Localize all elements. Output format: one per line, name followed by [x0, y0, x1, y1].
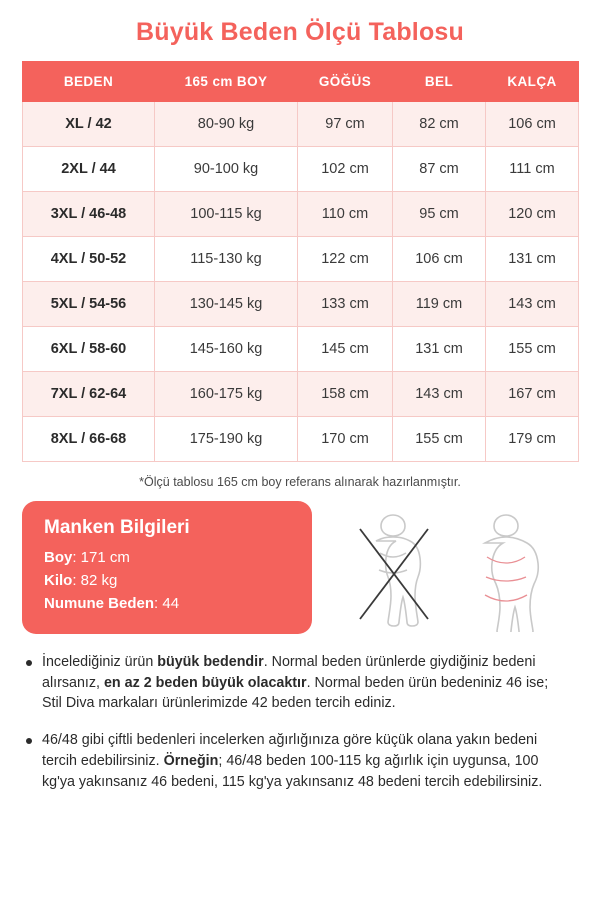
cell-boy: 100-115 kg — [155, 192, 298, 237]
cell-kalca: 106 cm — [486, 102, 579, 147]
cell-gogus: 145 cm — [298, 327, 393, 372]
notes-list — [22, 652, 578, 792]
note-segment: 46/48 gibi çiftli bedenleri incelerken ağırlığınıza göre küçük olana yakın bedeni tercih edebilirsiniz. — [42, 732, 538, 769]
column-header-beden: BEDEN — [23, 62, 155, 102]
size-table — [22, 61, 579, 462]
cell-kalca: 120 cm — [486, 192, 579, 237]
cell-boy: 160-175 kg — [155, 372, 298, 417]
table-row — [23, 192, 579, 237]
cell-bel: 131 cm — [393, 327, 486, 372]
model-sample-size-value: : 44 — [154, 595, 180, 612]
model-height-label: Boy — [44, 549, 73, 566]
cell-bel: 143 cm — [393, 372, 486, 417]
model-weight-label: Kilo — [44, 572, 73, 589]
cell-gogus: 158 cm — [298, 372, 393, 417]
curvy-body-figure-measured — [459, 507, 554, 632]
note-text-1 — [42, 652, 572, 714]
cell-boy: 80-90 kg — [155, 102, 298, 147]
cell-bel: 119 cm — [393, 282, 486, 327]
table-header-row — [23, 62, 579, 102]
cell-boy: 130-145 kg — [155, 282, 298, 327]
cell-beden: 7XL / 62-64 — [23, 372, 155, 417]
model-weight-line — [44, 572, 294, 589]
table-footnote: *Ölçü tablosu 165 cm boy referans alınarak hazırlanmıştır. — [139, 475, 461, 489]
model-height-line — [44, 549, 294, 566]
cell-beden: 4XL / 50-52 — [23, 237, 155, 282]
cell-gogus: 97 cm — [298, 102, 393, 147]
slim-body-figure-crossed-out — [346, 507, 441, 632]
table-row — [23, 237, 579, 282]
cell-bel: 82 cm — [393, 102, 486, 147]
cell-bel: 95 cm — [393, 192, 486, 237]
table-row — [23, 417, 579, 462]
cell-boy: 175-190 kg — [155, 417, 298, 462]
note-segment-bold: Örneğin — [163, 752, 219, 769]
note-segment: . Normal beden ürün bedeniniz 46 ise; Stil Diva markaları ürünlerimizde 42 beden tercih ediniz. — [42, 674, 549, 712]
cell-kalca: 131 cm — [486, 237, 579, 282]
table-row — [23, 282, 579, 327]
list-item — [26, 652, 572, 714]
column-header-kalca: KALÇA — [486, 62, 579, 102]
cell-gogus: 170 cm — [298, 417, 393, 462]
column-header-boy: 165 cm BOY — [155, 62, 298, 102]
column-header-gogus: GÖĞÜS — [298, 62, 393, 102]
cell-gogus: 133 cm — [298, 282, 393, 327]
note-text-2 — [42, 730, 572, 792]
cell-boy: 145-160 kg — [155, 327, 298, 372]
cell-gogus: 102 cm — [298, 147, 393, 192]
note-segment-bold: büyük bedendir — [157, 654, 264, 670]
bullet-dot-icon — [26, 660, 32, 666]
cell-beden: 6XL / 58-60 — [23, 327, 155, 372]
note-segment-bold: en az 2 beden büyük olacaktır — [103, 674, 307, 691]
cell-kalca: 155 cm — [486, 327, 579, 372]
model-info-heading: Manken Bilgileri — [44, 517, 190, 538]
table-body — [23, 102, 579, 462]
cell-kalca: 111 cm — [486, 147, 579, 192]
cell-kalca: 179 cm — [486, 417, 579, 462]
cell-kalca: 143 cm — [486, 282, 579, 327]
table-row — [23, 102, 579, 147]
table-row — [23, 147, 579, 192]
note-segment: İncelediğiniz ürün — [42, 654, 158, 670]
cell-bel: 155 cm — [393, 417, 486, 462]
cell-boy: 90-100 kg — [155, 147, 298, 192]
cell-bel: 106 cm — [393, 237, 486, 282]
model-sample-size-line — [44, 595, 294, 612]
note-segment: ; 46/48 beden 100-115 kg ağırlık için uygunsa, 100 kg'ya yakınsanız 46 bedeni, 115 kg'ya yakınsanız 48 bedeni tercih edebilirsiniz. — [42, 752, 543, 790]
cell-boy: 115-130 kg — [155, 237, 298, 282]
cell-bel: 87 cm — [393, 147, 486, 192]
table-header — [23, 62, 579, 102]
cell-beden: XL / 42 — [23, 102, 155, 147]
model-weight-value: : 82 kg — [72, 572, 118, 589]
cell-beden: 2XL / 44 — [23, 147, 155, 192]
page-title: Büyük Beden Ölçü Tablosu — [136, 18, 464, 46]
cell-gogus: 122 cm — [298, 237, 393, 282]
model-sample-size-label: Numune Beden — [44, 595, 155, 612]
cell-beden: 5XL / 54-56 — [23, 282, 155, 327]
table-row — [23, 327, 579, 372]
cell-kalca: 167 cm — [486, 372, 579, 417]
list-item — [26, 730, 572, 792]
body-figures — [322, 501, 578, 632]
cell-beden: 3XL / 46-48 — [23, 192, 155, 237]
model-info-card — [22, 501, 312, 634]
column-header-bel: BEL — [393, 62, 486, 102]
note-segment: . Normal beden ürünlerde giydiğiniz bedeni alırsanız, — [42, 654, 536, 691]
size-guide-page — [0, 18, 600, 918]
model-height-value: : 171 cm — [72, 549, 130, 566]
cell-gogus: 110 cm — [298, 192, 393, 237]
bullet-dot-icon — [26, 738, 32, 744]
model-info-section — [22, 501, 578, 634]
table-row — [23, 372, 579, 417]
cell-beden: 8XL / 66-68 — [23, 417, 155, 462]
